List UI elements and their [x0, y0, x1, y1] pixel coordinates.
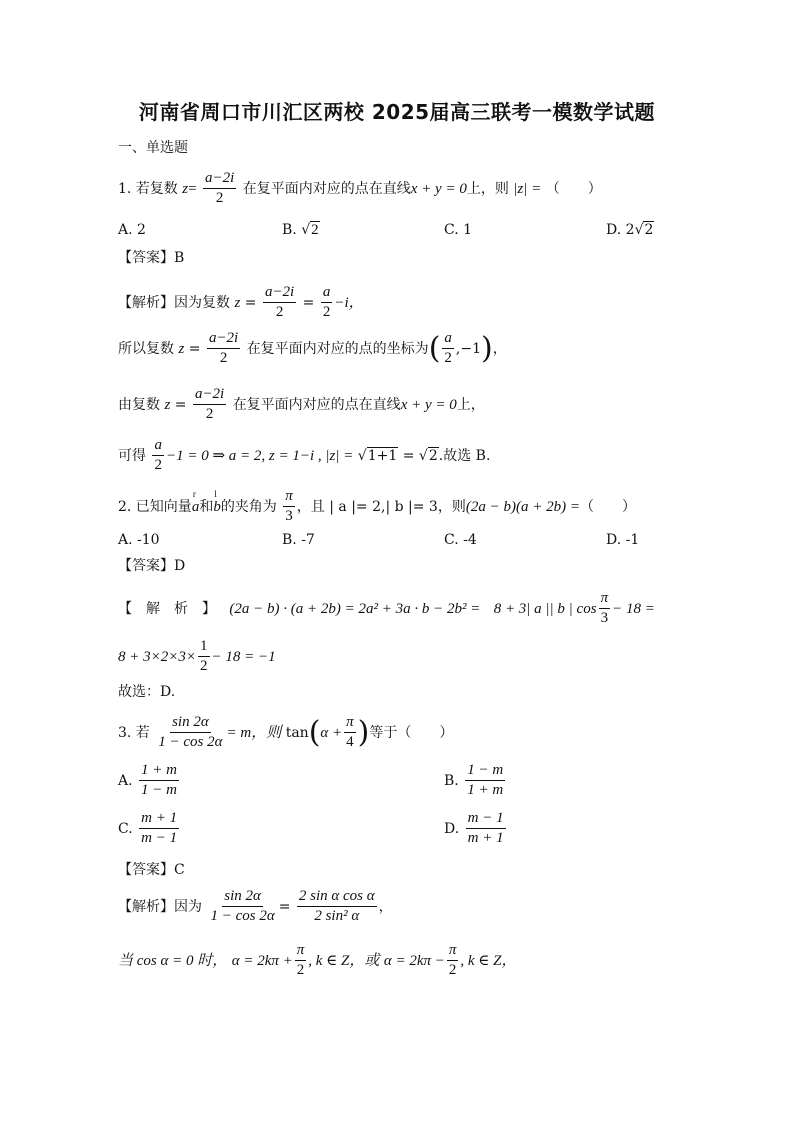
- q2-option-d: D. -1: [606, 532, 640, 548]
- q1-solution-3: 由复数 z = $\frac{a-2i}{2}$ 在复平面内对应的点在直线x + y = 0上，: [118, 386, 485, 423]
- q2-choose: 故选：D.: [118, 684, 176, 700]
- q1-solution-1: 【解析】因为复数 z = $\frac{a-2i}{2}$ = $\frac{a}{2}$ −i，: [118, 284, 364, 321]
- q1-option-b: B. √2: [282, 222, 319, 238]
- q3-solution-2: 当 cos α = 0 时， α = 2kπ + $\frac{\pi}{2}$ , k ∈ Z，或 α = 2kπ − $\frac{\pi}{2}$ , k ∈ Z，: [118, 942, 517, 979]
- q2-option-a: A. -10: [118, 532, 160, 548]
- q3-solution-1: 【解析】因为 $\frac{\sin 2\alpha}{1 - \cos 2\alpha}$ = $\frac{\text{2 sin α cos α}}{\text{2 sin² α}}$ ，: [118, 888, 393, 925]
- page-title: 河南省周口市川汇区两校 2025届高三联考一模数学试题: [138, 100, 656, 124]
- q3-option-d: D. $\frac{m - 1}{m + 1}$: [444, 810, 504, 847]
- q3-option-c: C. $\frac{m + 1}{m - 1}$: [118, 810, 178, 847]
- q1-fraction: $\frac{a-2i}{2}$: [205, 170, 235, 207]
- q3-option-b: B. $\frac{1 - m}{1 + m}$: [444, 762, 504, 799]
- section-heading: 一、单选题: [118, 140, 188, 156]
- q2-option-c: C. -4: [444, 532, 477, 548]
- q2-solution-2: 8 + 3×2×3× $\frac{1}{2}$ − 18 = −1: [118, 638, 276, 675]
- question-2: 2. 已知向量r a和l b的夹角为 $\frac{\pi}{3}$ ，且 | a |= 2,| b |= 3，则(2a − b)(a + 2b) =（ ）: [118, 488, 636, 526]
- q1-answer: 【答案】B: [118, 250, 185, 266]
- q1-prefix: 1. 若复数: [118, 180, 178, 197]
- question-3: 3. 若 $\frac{\sin 2\alpha}{1 - \cos 2\alpha}$ = m，则 tan(α + $\frac{\pi}{4}$ )等于（ ）: [118, 714, 454, 751]
- q1-solution-4: 可得 $\frac{a}{2}$ −1 = 0 ⇒ a = 2, z = 1−i , |z| = √1+1 = √2.故选 B.: [118, 437, 491, 474]
- q3-option-a: A. $\frac{1 + m}{1 - m}$: [118, 762, 177, 799]
- q2-solution-1: 【 解 析 】 (2a − b) · (a + 2b) = 2a² + 3a · b − 2b² = 8 + 3| a || b | cos $\frac{\pi}{3}$ − 18 =: [118, 590, 655, 627]
- question-1: 1. 若复数 z= $\frac{a-2i}{2}$ 在复平面内对应的点在直线x + y = 0上，则 |z| = （ ）: [118, 170, 602, 207]
- q2-answer: 【答案】D: [118, 558, 186, 574]
- q2-option-b: B. -7: [282, 532, 315, 548]
- q3-answer: 【答案】C: [118, 862, 185, 878]
- q1-solution-2: 所以复数 z = $\frac{a-2i}{2}$ 在复平面内对应的点的坐标为( $\frac{a}{2}$ ,−1)，: [118, 330, 507, 367]
- q1-option-d: D. 2√2: [606, 222, 654, 238]
- q1-option-c: C. 1: [444, 222, 473, 238]
- q1-option-a: A. 2: [118, 222, 146, 238]
